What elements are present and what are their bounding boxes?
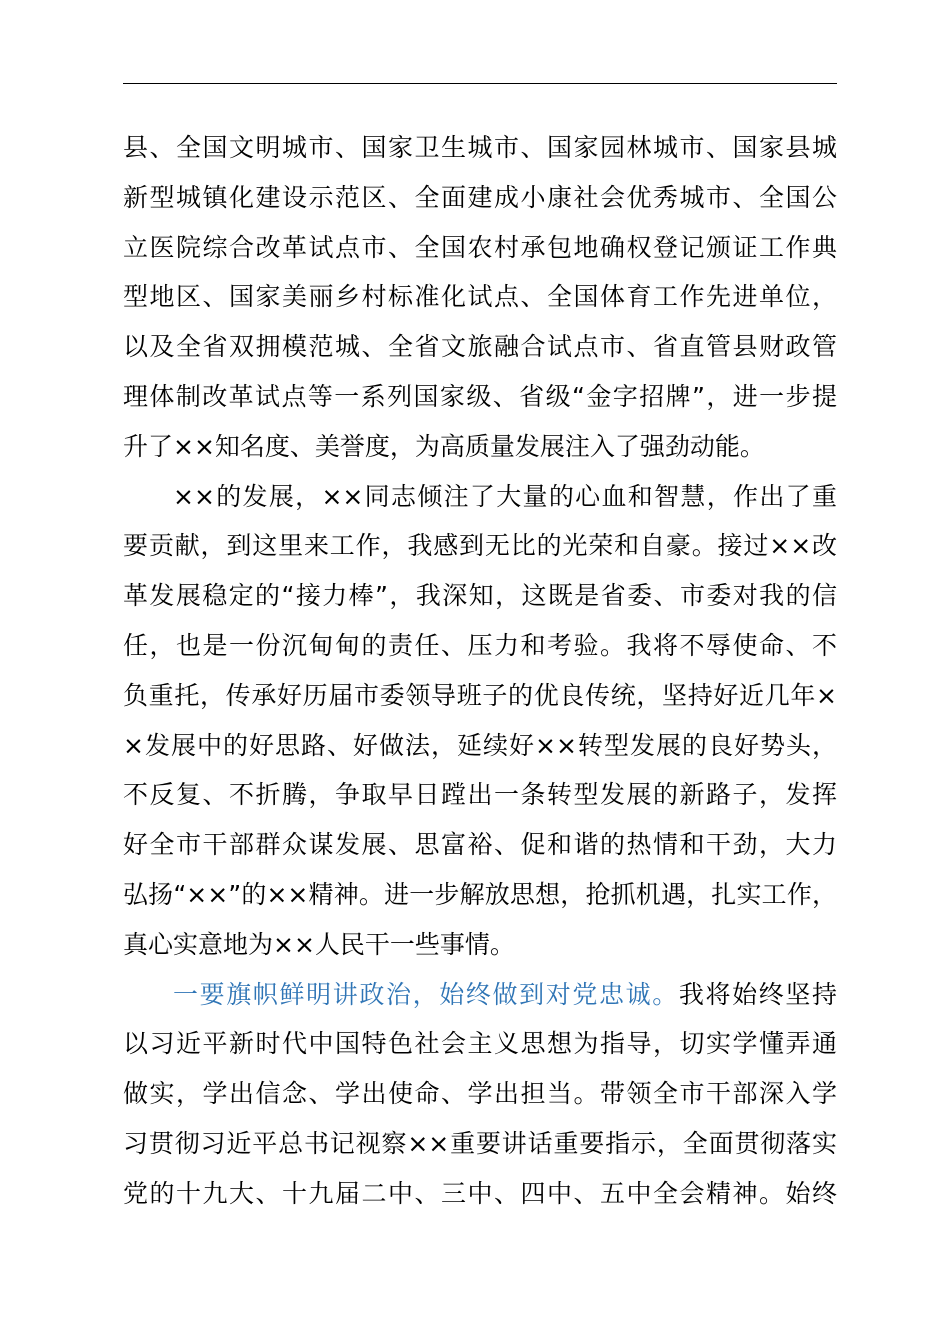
paragraph-1-line: 立医院综合改革试点市、全国农村承包地确权登记颁证工作典	[123, 232, 837, 262]
paragraph-1-line: 县、全国文明城市、国家卫生城市、国家园林城市、国家县城	[123, 133, 837, 162]
paragraph-1	[123, 123, 837, 472]
paragraph-2-line: ×发展中的好思路、好做法，延续好××转型发展的良好势头，	[123, 730, 837, 760]
paragraph-1-line: 型地区、国家美丽乡村标准化试点、全国体育工作先进单位，	[123, 282, 837, 312]
paragraph-2-line: 任，也是一份沉甸甸的责任、压力和考验。我将不辱使命、不	[123, 630, 837, 660]
document-body	[123, 123, 837, 1219]
paragraph-3-text: 我将始终坚持	[678, 979, 837, 1009]
paragraph-1-line: 理体制改革试点等一系列国家级、省级“金字招牌”，进一步提	[123, 381, 837, 411]
paragraph-3-line: 习贯彻习近平总书记视察××重要讲话重要指示，全面贯彻落实	[123, 1128, 837, 1158]
paragraph-2-line: ××的发展，××同志倾注了大量的心血和智慧，作出了重	[173, 481, 837, 511]
paragraph-2-line: 弘扬“××”的××精神。进一步解放思想，抢抓机遇，扎实工作，	[123, 879, 837, 909]
paragraph-2-line: 负重托，传承好历届市委领导班子的优良传统，坚持好近几年×	[123, 680, 837, 710]
paragraph-2-line: 真心实意地为××人民干一些事情。	[123, 929, 515, 959]
paragraph-1-line: 以及全省双拥模范城、全省文旅融合试点市、省直管县财政管	[123, 332, 837, 362]
paragraph-2-line: 革发展稳定的“接力棒”，我深知，这既是省委、市委对我的信	[123, 581, 837, 611]
paragraph-3-line: 以习近平新时代中国特色社会主义思想为指导，切实学懂弄通	[123, 1029, 837, 1059]
paragraph-3-line: 党的十九大、十九届二中、三中、四中、五中全会精神。始终	[123, 1178, 837, 1208]
paragraph-3-line: 做实，学出信念、学出使命、学出担当。带领全市干部深入学	[123, 1079, 837, 1109]
paragraph-3-first-line	[123, 970, 837, 1020]
paragraph-2-line: 要贡献，到这里来工作，我感到无比的光荣和自豪。接过××改	[123, 531, 837, 561]
paragraph-2	[123, 472, 837, 970]
section-heading: 一要旗帜鲜明讲政治，始终做到对党忠诚。	[173, 979, 679, 1009]
paragraph-3	[123, 970, 837, 1219]
header-rule	[123, 83, 837, 84]
paragraph-1-line: 升了××知名度、美誉度，为高质量发展注入了强劲动能。	[123, 431, 765, 461]
paragraph-2-line: 不反复、不折腾，争取早日蹚出一条转型发展的新路子，发挥	[123, 780, 837, 810]
paragraph-2-line: 好全市干部群众谋发展、思富裕、促和谐的热情和干劲，大力	[123, 830, 837, 860]
paragraph-1-line: 新型城镇化建设示范区、全面建成小康社会优秀城市、全国公	[123, 182, 837, 212]
